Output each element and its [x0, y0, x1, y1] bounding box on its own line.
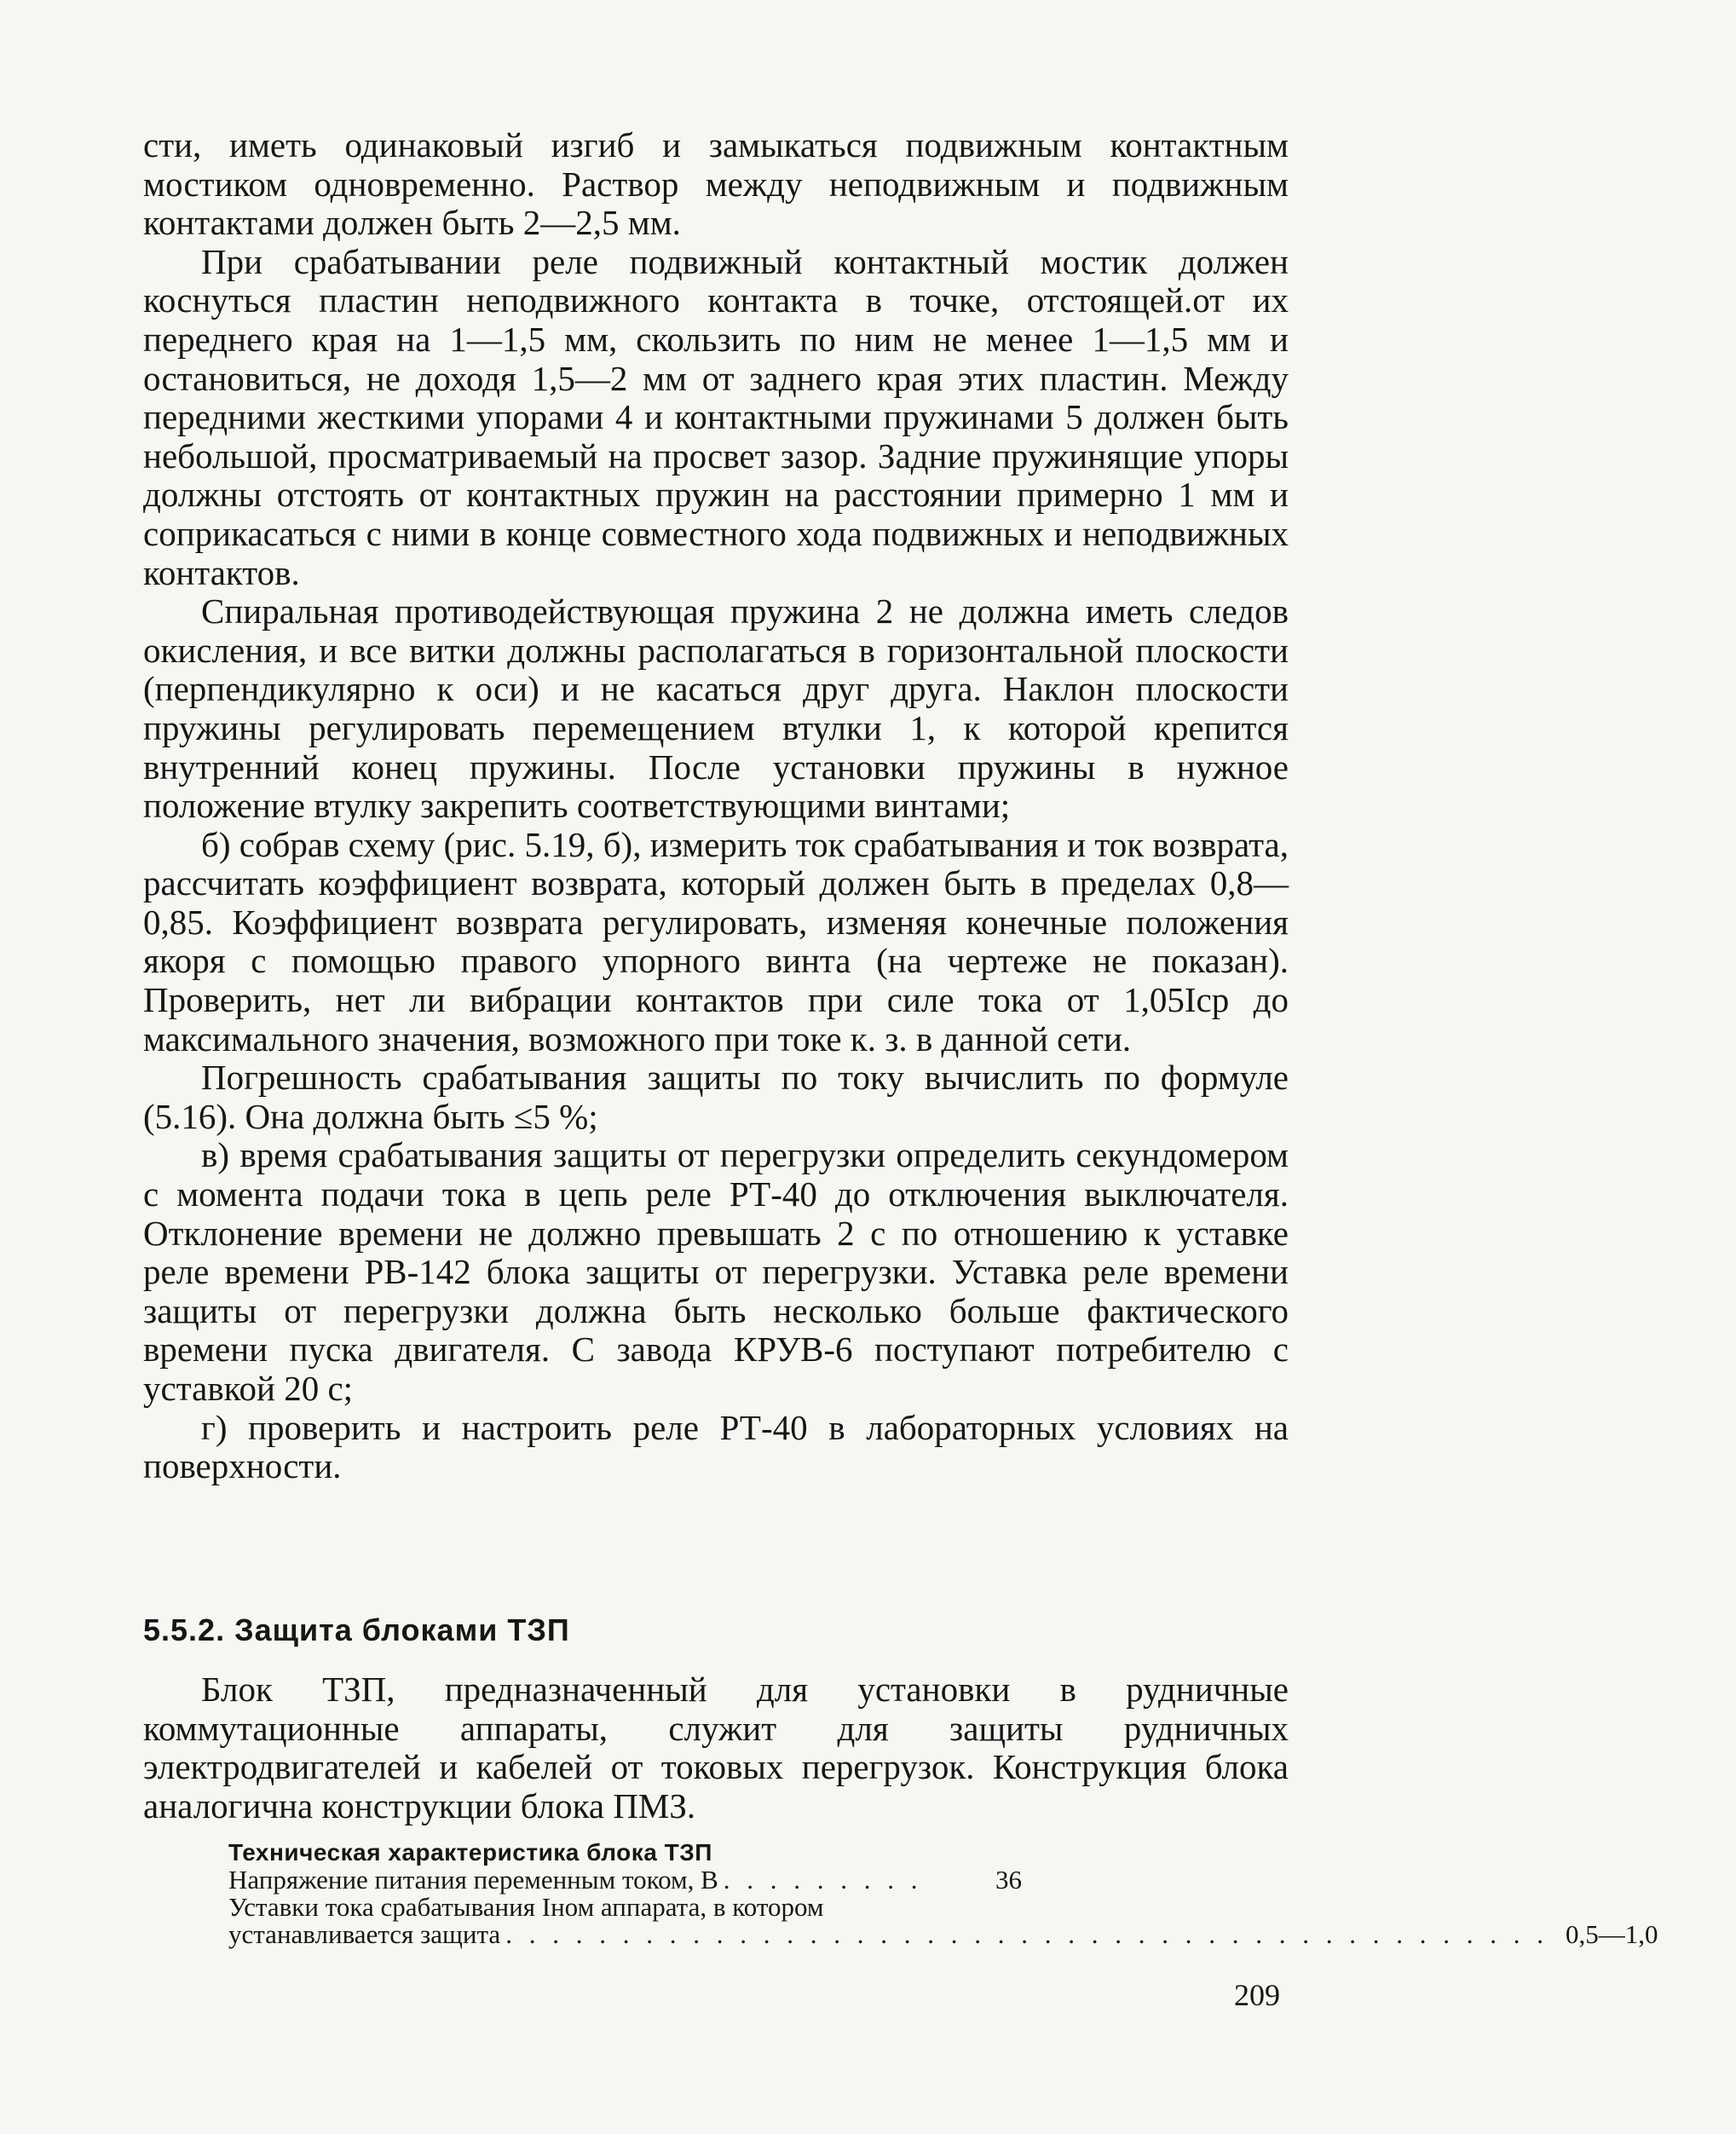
spec-table — [228, 1839, 1658, 1949]
leader-dots: . . . . . . . . . — [723, 1865, 923, 1895]
section-heading: 5.5.2. Защита блоками ТЗП — [143, 1612, 570, 1647]
leader-dots: . . . . . . . . . . . . . . . . . . . . . . . . . . . . . . . . . . . . . . . . . . . . . — [505, 1919, 1549, 1949]
paragraph-6: в) время срабатывания защиты от перегрузки определить секундомером с момента подачи тока в цепь реле РТ-40 до отключения выключателя. Отклонение времени не должно превышать 2 с по отношению к уставке реле времени РВ-142 блока защиты от перегрузки. Уставка реле времени защиты от перегрузки должна быть несколько больше фактического времени пуска двигателя. С завода КРУВ-6 поступают потребителю с уставкой 20 с; — [143, 1135, 1289, 1408]
spec-value: 36 — [995, 1865, 1022, 1895]
spec-value: 0,5—1,0 — [1565, 1919, 1658, 1949]
paragraph-3: Спиральная противодействующая пружина 2 не должна иметь следов окисления, и все витки должны располагаться в горизонтальной плоскости (перпендикулярно к оси) и не касаться друг друга. Наклон плоскости пружины регулировать перемещением втулки 1, к которой крепится внутренний конец пружины. После установки пружины в нужное положение втулку закрепить соответствующими винтами; — [143, 591, 1289, 826]
spec-label: устанавливается защита — [228, 1919, 501, 1949]
spec-label: Напряжение питания переменным током, В — [228, 1865, 718, 1895]
spec-row — [228, 1866, 1166, 1894]
spec-row — [228, 1919, 1658, 1949]
spec-row — [228, 1894, 1166, 1921]
paragraph-4: б) собрав схему (рис. 5.19, б), измерить ток срабатывания и ток возврата, рассчитать коэффициент возврата, который должен быть в пределах 0,8—0,85. Коэффициент возврата регулировать, изменяя конечные положения якоря с помощью правого упорного винта (на чертеже не показан). Проверить, нет ли вибрации контактов при силе тока от 1,05Iср до максимального значения, возможного при токе к. з. в данной сети. — [143, 824, 1289, 1058]
spec-title: Техническая характеристика блока ТЗП — [228, 1839, 712, 1866]
section-body — [143, 1670, 1289, 1825]
paragraph-2: При срабатывании реле подвижный контактный мостик должен коснуться пластин неподвижного контакта в точке, отстоящей.от их переднего края на 1—1,5 мм, скользить по ним не менее 1—1,5 мм и остановиться, не доходя 1,5—2 мм от заднего края этих пластин. Между передними жесткими упорами 4 и контактными пружинами 5 должен быть небольшой, просматриваемый на просвет зазор. Задние пружинящие упоры должны отстоять от контактных пружин на расстоянии примерно 1 мм и соприкасаться с ними в конце совместного хода подвижных и неподвижных контактов. — [143, 241, 1289, 592]
section-paragraph: Блок ТЗП, предназначенный для установки в рудничные коммутационные аппараты, служит для защиты рудничных электродвигателей и кабелей от токовых перегрузок. Конструкция блока аналогична конструкции блока ПМЗ. — [143, 1670, 1289, 1825]
paragraph-5: Погрешность срабатывания защиты по току вычислить по формуле (5.16). Она должна быть ≤5 %; — [143, 1058, 1289, 1136]
page-number: 209 — [1234, 1978, 1280, 2012]
paragraph-7: г) проверить и настроить реле РТ-40 в лабораторных условиях на поверхности. — [143, 1407, 1289, 1486]
body-text — [143, 126, 1289, 1486]
spec-label: Уставки тока срабатывания Iном аппарата, в котором — [228, 1892, 824, 1922]
paragraph-1: сти, иметь одинаковый изгиб и замыкаться подвижным контактным мостиком одновременно. Раствор между неподвижным и подвижным контактами должен быть 2—2,5 мм. — [143, 125, 1289, 243]
